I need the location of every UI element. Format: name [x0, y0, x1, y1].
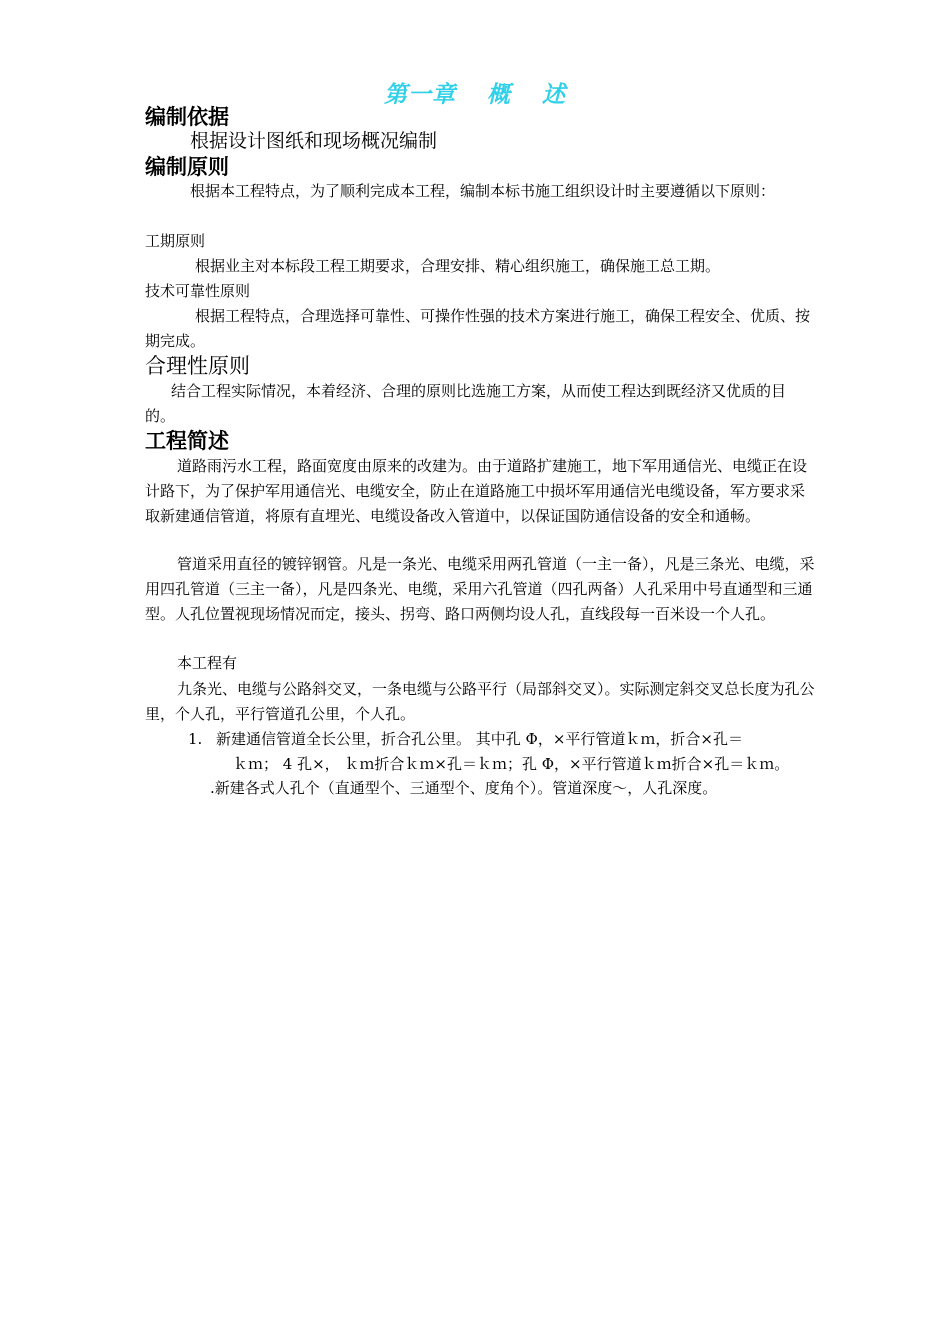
- chapter-title: 第一章 概 述: [383, 82, 566, 108]
- overview-paragraph-2: 管道采用直径的镀锌钢管。凡是一条光、电缆采用两孔管道（一主一备），凡是三条光、电缆，采用四孔管道（三主一备），凡是四条光、电缆，采用六孔管道（四孔两备）人孔采用中号直通型和三通型。人孔位置视现场情况而定，接头、拐弯、路口两侧均设人孔，直线段每一百米设一个人孔。: [145, 555, 815, 623]
- overview-paragraph-4: 九条光、电缆与公路斜交叉，一条电缆与公路平行（局部斜交叉）。实际测定斜交叉总长度为孔公里，个人孔，平行管道孔公里，个人孔。: [145, 680, 815, 723]
- list-item-number: 1.: [188, 730, 203, 748]
- tech-principle-heading: 技术可靠性原则: [145, 282, 251, 300]
- basis-text: 根据设计图纸和现场概况编制: [190, 130, 438, 152]
- overview-heading: 工程简述: [145, 429, 229, 453]
- schedule-principle-heading: 工期原则: [145, 232, 206, 250]
- overview-paragraph-1: 道路雨污水工程，路面宽度由原来的改建为。由于道路扩建施工，地下军用通信光、电缆正在设计路下，为了保护军用通信光、电缆安全，防止在道路施工中损坏军用通信光电缆设备，军方要求采取新建通信管道，将原有直埋光、电缆设备改入管道中，以保证国防通信设备的安全和通畅。: [145, 457, 808, 525]
- principles-intro: 根据本工程特点，为了顺利完成本工程，编制本标书施工组织设计时主要遵循以下原则：: [190, 182, 776, 200]
- list-item-line-2: ｋｍ； 4 孔×， ｋｍ折合ｋｍ×孔＝ｋｍ；孔 Φ，×平行管道ｋｍ折合×孔＝ｋｍ。: [233, 755, 790, 773]
- basis-heading: 编制依据: [145, 105, 229, 129]
- principles-heading: 编制原则: [145, 155, 229, 179]
- list-item-2-line: .新建各式人孔个（直通型个、三通型个、度角个）。管道深度～，人孔深度。: [210, 779, 718, 797]
- schedule-principle-text: 根据业主对本标段工程工期要求，合理安排、精心组织施工，确保施工总工期。: [195, 257, 721, 275]
- rational-principle-heading: 合理性原则: [145, 354, 250, 378]
- list-item-line-1: 新建通信管道全长公里，折合孔公里。 其中孔 Φ，×平行管道ｋｍ，折合×孔＝: [216, 730, 743, 748]
- rational-principle-text: 结合工程实际情况，本着经济、合理的原则比选施工方案，从而使工程达到既经济又优质的目的。: [145, 382, 787, 425]
- tech-principle-text: 根据工程特点，合理选择可靠性、可操作性强的技术方案进行施工，确保工程安全、优质、按期完成。: [145, 307, 811, 350]
- overview-paragraph-3: 本工程有: [177, 654, 238, 672]
